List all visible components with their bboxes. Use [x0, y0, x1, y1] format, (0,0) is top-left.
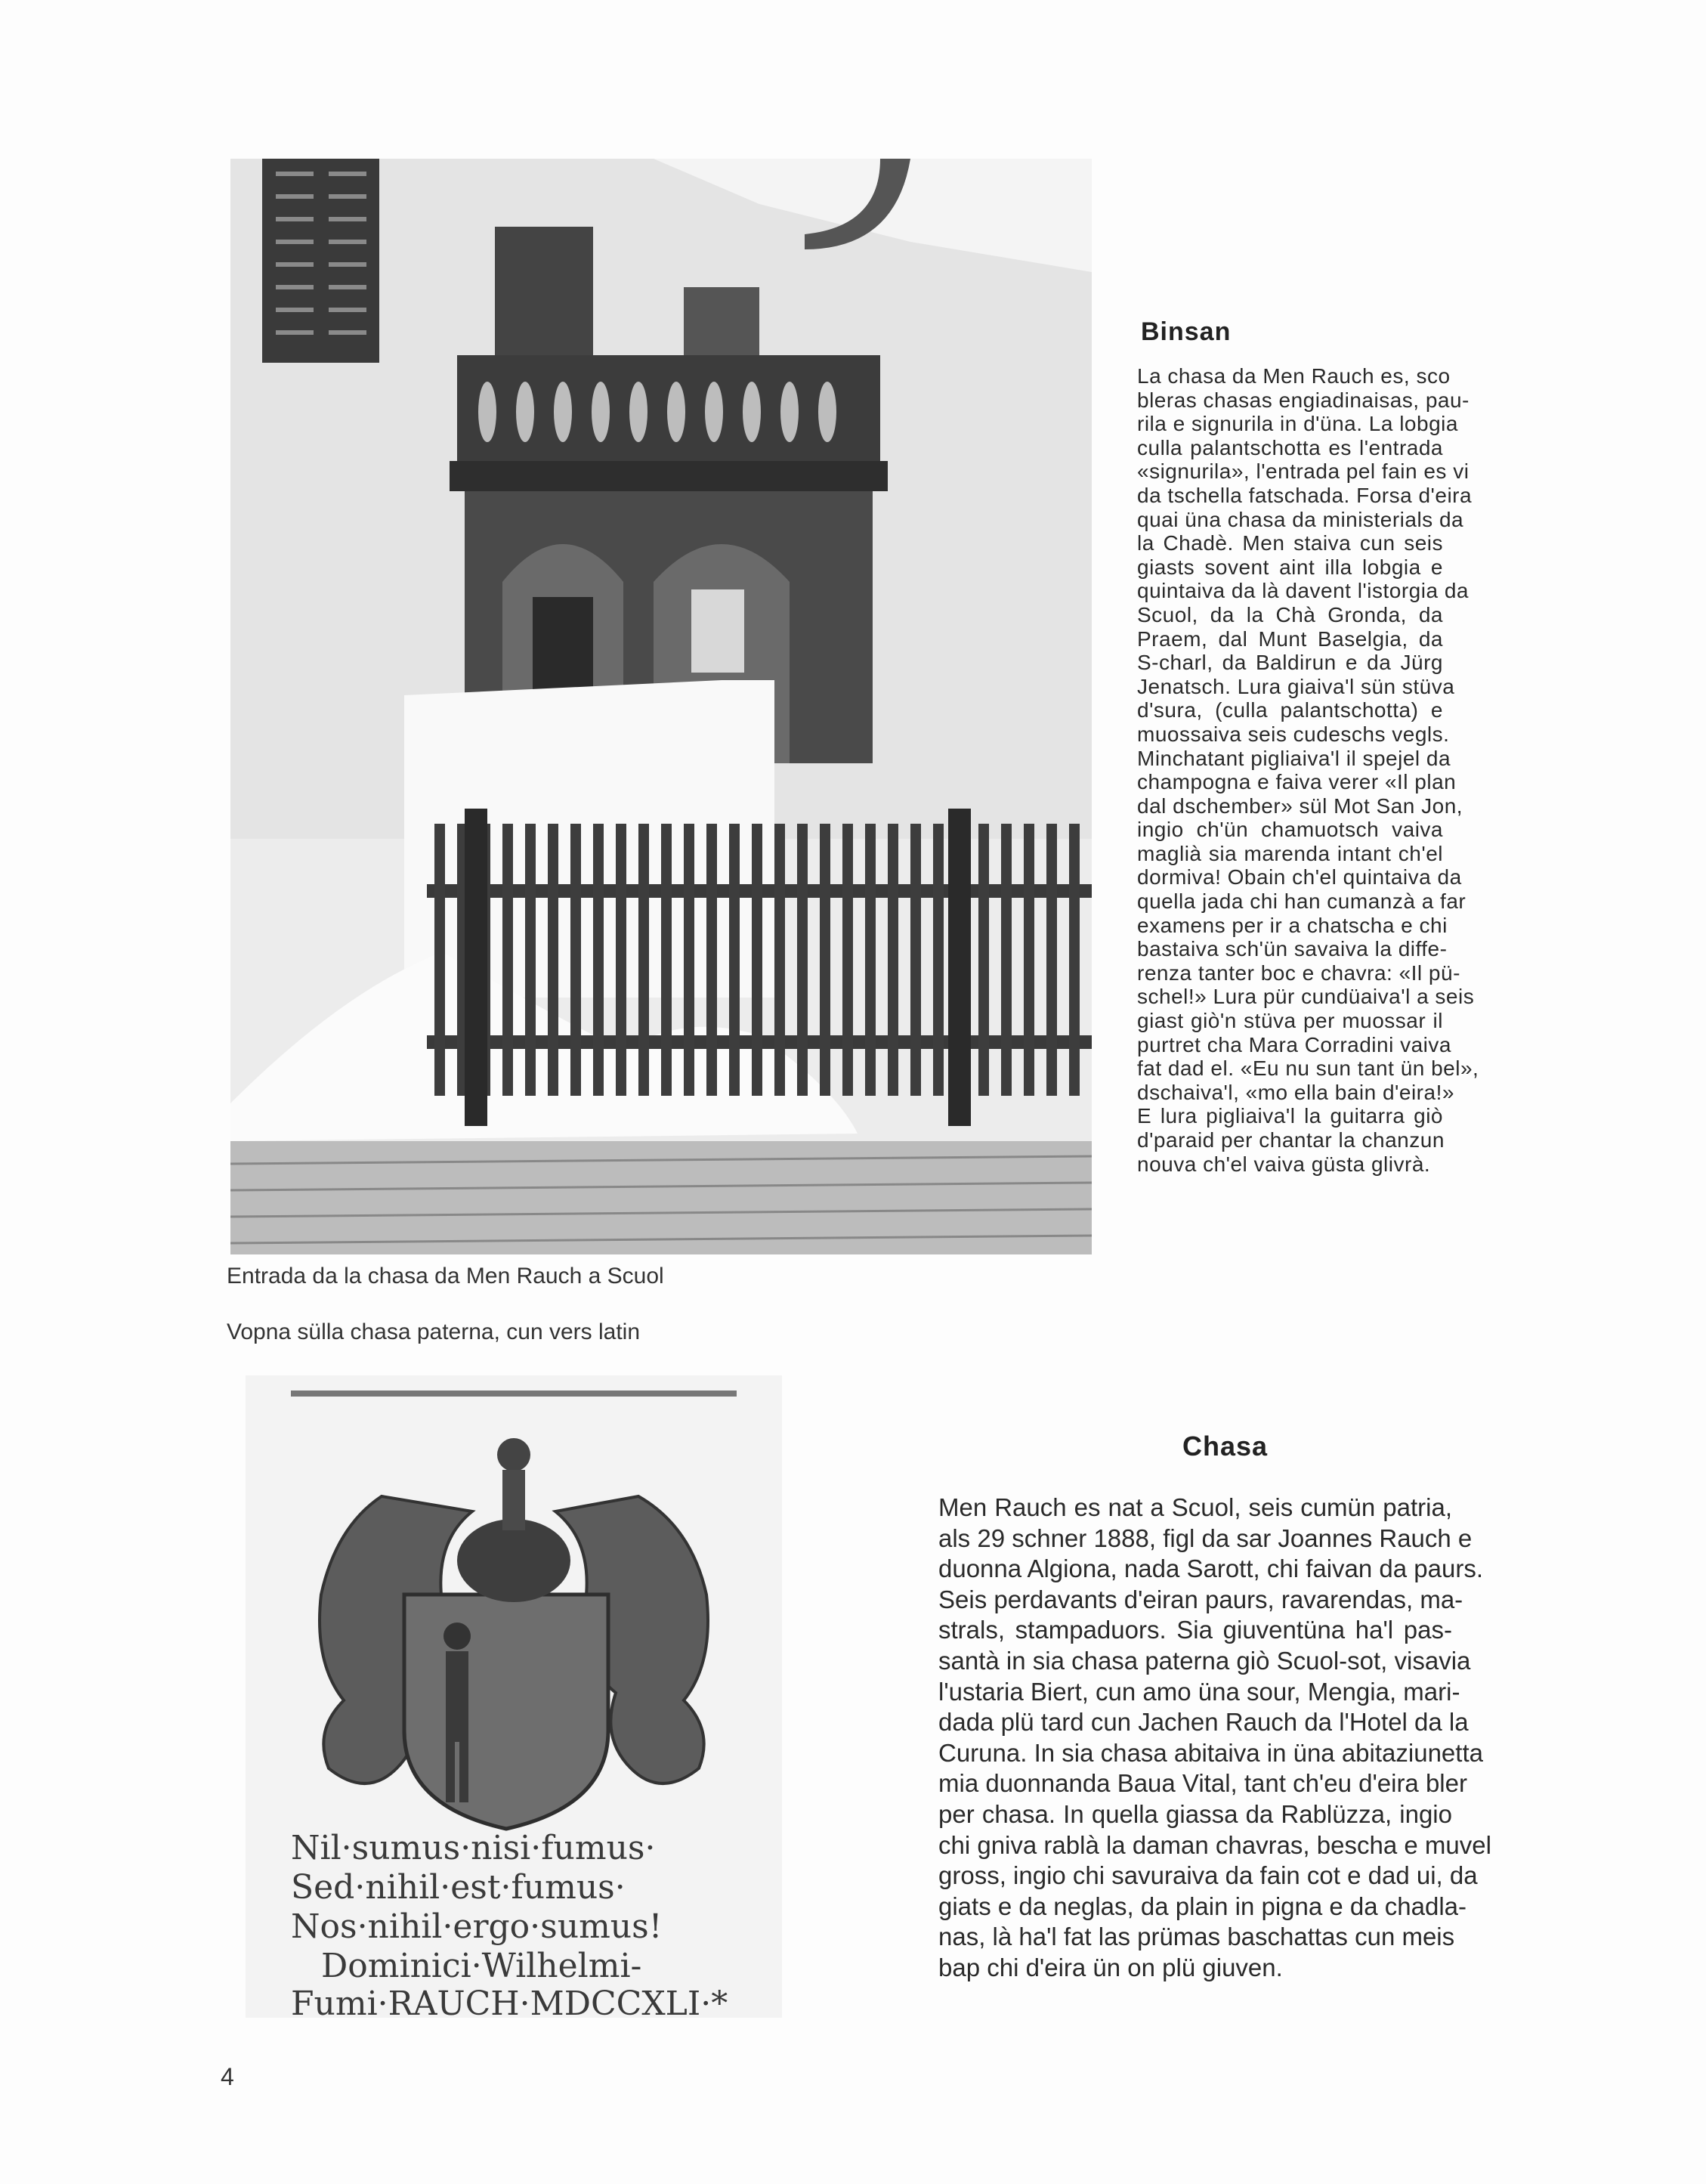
crest-photo-caption: Vopna sülla chasa paterna, cun vers latin [227, 1319, 641, 1344]
text-line: ingio ch'ün chamuotsch vaiva [1137, 818, 1443, 842]
text-line: La chasa da Men Rauch es, sco [1137, 364, 1451, 388]
text-line: Seis perdavants d'eiran paurs, ravarendas, ma- [938, 1585, 1463, 1613]
text-line: muossaiva seis cudeschs vegls. [1137, 722, 1450, 746]
text-line: champogna e faiva verer «Il plan [1137, 770, 1457, 794]
text-line: fat dad el. «Eu nu sun tant ün bel», [1137, 1056, 1479, 1081]
text-line: santà in sia chasa paterna giò Scuol-sot, visavia [938, 1646, 1471, 1675]
crest-inscription-line-5: Fumi·RAUCH·MDCCXLI·* [291, 1984, 728, 2018]
text-line: bleras chasas engiadinaisas, pau- [1137, 388, 1470, 412]
text-line: examens per ir a chatscha e chi [1137, 913, 1448, 937]
text-line: giats e da neglas, da plain in pigna e da chadla- [938, 1892, 1467, 1920]
text-line: «signurila», l'entrada pel fain es vi [1137, 459, 1470, 484]
text-line: giast giò'n stüva per muossar il [1137, 1009, 1443, 1033]
crest-inscription-line-4: Dominici·Wilhelmi- [321, 1947, 642, 1985]
text-line: Minchatant pigliaiva'l il spejel da [1137, 746, 1451, 770]
text-line: la Chadè. Men staiva cun seis [1137, 531, 1443, 555]
coat-of-arms-photo [246, 1375, 782, 2018]
text-line: Praem, dal Munt Baselgia, da [1137, 626, 1443, 651]
text-line: rila e signurila in d'üna. La lobgia [1137, 412, 1458, 436]
house-photo-caption: Entrada da la chasa da Men Rauch a Scuol [227, 1264, 664, 1288]
text-line: culla palantschotta es l'entrada [1137, 435, 1443, 459]
text-line: d'sura, (culla palantschotta) e [1137, 698, 1443, 722]
text-line: d'paraid per chantar la chanzun [1137, 1128, 1445, 1152]
crest-inscription-line-1: Nil·sumus·nisi·fumus· [291, 1829, 656, 1867]
text-line: maglià sia marenda intant ch'el [1137, 841, 1443, 865]
text-line: gross, ingio chi savuraiva da fain cot e dad ui, da [938, 1861, 1478, 1890]
text-line: schel!» Lura pür cundüaiva'l a seis [1137, 985, 1475, 1009]
text-line: Men Rauch es nat a Scuol, seis cumün patria, [938, 1493, 1452, 1521]
text-line: nouva ch'el vaiva güsta glivrà. [1137, 1152, 1431, 1176]
text-line: quella jada chi han cumanzà a far [1137, 889, 1466, 914]
section-heading-binsan: Binsan [1141, 317, 1232, 346]
text-line: S-charl, da Baldirun e da Jürg [1137, 651, 1443, 675]
page-number: 4 [221, 2063, 234, 2090]
text-line: giasts sovent aint illa lobgia e [1137, 555, 1443, 579]
text-line: quintaiva da là davent l'istorgia da [1137, 579, 1469, 603]
text-line: nas, là ha'l fat las prümas baschattas cun meis [938, 1923, 1455, 1951]
text-line: renza tanter boc e chavra: «Il pü- [1137, 961, 1460, 985]
text-line: Curuna. In sia chasa abitaiva in üna abitaziunetta [938, 1738, 1483, 1767]
text-line: mia duonnanda Baua Vital, tant ch'eu d'eira bler [938, 1769, 1467, 1798]
text-line: da tschella fatschada. Forsa d'eira [1137, 483, 1473, 507]
text-line: Jenatsch. Lura giaiva'l sün stüva [1137, 674, 1455, 698]
text-line: bastaiva sch'ün savaiva la diffe- [1137, 937, 1448, 961]
text-line: per chasa. In quella giassa da Rablüzza, ingio [938, 1799, 1452, 1828]
text-line: quai üna chasa da ministerials da [1137, 507, 1464, 531]
text-line: purtret cha Mara Corradini vaiva [1137, 1032, 1451, 1056]
crest-inscription-line-2: Sed·nihil·est·fumus· [291, 1868, 626, 1907]
text-line: duonna Algiona, nada Sarott, chi faivan da paurs. [938, 1554, 1484, 1583]
text-line: dschaiva'l, «mo ella bain d'eira!» [1137, 1080, 1454, 1104]
text-line: strals, stampaduors. Sia giuventüna ha'l pas- [938, 1616, 1452, 1644]
text-line: dal dschember» sül Mot San Jon, [1137, 793, 1463, 818]
text-line: E lura pigliaiva'l la guitarra giò [1137, 1104, 1443, 1128]
text-line: bap chi d'eira ün on plü giuven. [938, 1953, 1283, 1981]
text-line: l'ustaria Biert, cun amo üna sour, Mengia, mari- [938, 1677, 1460, 1706]
text-line: chi gniva rablà la daman chavras, bescha e muvel [938, 1830, 1491, 1859]
text-line: Scuol, da la Chà Gronda, da [1137, 602, 1443, 626]
crest-inscription-line-3: Nos·nihil·ergo·sumus! [291, 1907, 663, 1946]
section-heading-chasa: Chasa [1182, 1431, 1269, 1462]
chasa-paragraph [938, 1493, 1491, 1984]
house-entrance-photo [230, 159, 1092, 1254]
text-line: dormiva! Obain ch'el quintaiva da [1137, 865, 1462, 889]
binsan-paragraph [1137, 364, 1479, 1176]
text-line: als 29 schner 1888, figl da sar Joannes Rauch e [938, 1524, 1473, 1552]
text-line: dada plü tard cun Jachen Rauch da l'Hotel da la [938, 1708, 1469, 1737]
